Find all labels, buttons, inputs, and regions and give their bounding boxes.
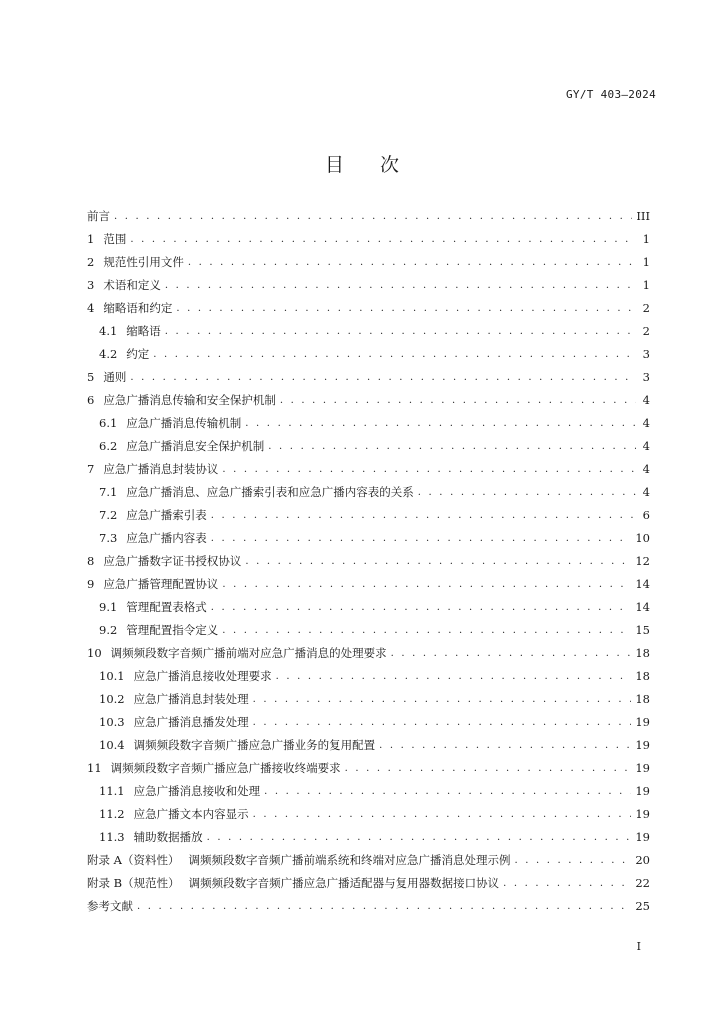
toc-entry-title-group (87, 254, 184, 270)
toc-entry-title: 缩略语和约定 (103, 301, 173, 315)
toc-entry-title: 应急广播数字证书授权协议 (103, 554, 242, 568)
toc-entry-number: 1 (87, 232, 95, 246)
toc-entry-title-group (87, 852, 510, 868)
toc-entry-page: 19 (635, 738, 650, 752)
toc-entry-page: 18 (635, 692, 650, 706)
toc-entry[interactable] (87, 458, 650, 480)
toc-entry-title: 调频频段数字音频广播应急广播业务的复用配置 (133, 738, 376, 752)
toc-entry-page: III (636, 209, 650, 223)
toc-entry-title: 应急广播消息、应急广播索引表和应急广播内容表的关系 (126, 485, 414, 499)
toc-entry-number: 10.3 (99, 715, 125, 729)
toc-entry-title: 参考文献 (87, 899, 133, 913)
toc-entry[interactable] (87, 619, 650, 641)
toc-entry-page: 12 (635, 554, 650, 568)
page-number: I (636, 940, 641, 953)
toc-entry-title-group (99, 484, 414, 500)
toc-entry[interactable] (87, 550, 650, 572)
toc-entry-title-group (99, 691, 249, 707)
toc-entry-title: 通则 (103, 370, 127, 384)
toc-entry[interactable] (87, 895, 650, 917)
dot-leader (176, 303, 636, 314)
toc-entry-page: 2 (642, 301, 650, 315)
toc-entry-number: 9.2 (99, 623, 118, 637)
toc-entry-page: 1 (642, 232, 650, 246)
toc-entry-page: 2 (642, 324, 650, 338)
dot-leader (222, 625, 631, 636)
toc-entry-title: 范围 (103, 232, 127, 246)
toc-entry-title: 应急广播消息接收和处理 (133, 784, 261, 798)
toc-entry-number: 7 (87, 462, 95, 476)
toc-entry-number: 附录 A（资料性） (87, 853, 180, 867)
toc-entry[interactable] (87, 872, 650, 894)
toc-entry[interactable] (87, 757, 650, 779)
toc-entry-title: 应急广播索引表 (126, 508, 207, 522)
toc-entry-title: 应急广播消息传输和安全保护机制 (103, 393, 276, 407)
toc-entry-title: 调频频段数字音频广播应急广播接收终端要求 (110, 761, 341, 775)
toc-entry[interactable] (87, 642, 650, 664)
toc-entry-page: 20 (635, 853, 650, 867)
toc-entry-title: 应急广播管理配置协议 (103, 577, 219, 591)
toc-entry-page: 19 (635, 830, 650, 844)
toc-entry[interactable] (87, 435, 650, 457)
toc-entry-page: 10 (635, 531, 650, 545)
toc-entry-title: 应急广播消息播发处理 (133, 715, 249, 729)
toc-entry-title-group (87, 760, 341, 776)
toc-entry-page: 1 (642, 255, 650, 269)
toc-entry[interactable] (87, 734, 650, 756)
toc-entry-title: 规范性引用文件 (103, 255, 184, 269)
toc-entry-title: 调频频段数字音频广播前端系统和终端对应急广播消息处理示例 (188, 853, 511, 867)
toc-entry[interactable] (87, 389, 650, 411)
toc-entry-title: 辅助数据播放 (133, 830, 203, 844)
toc-entry-title-group (99, 714, 249, 730)
toc-entry-title-group (99, 346, 149, 362)
toc-entry-title-group (99, 783, 260, 799)
toc-entry-title-group (99, 668, 272, 684)
toc-entry[interactable] (87, 849, 650, 871)
toc-entry-number: 4.2 (99, 347, 118, 361)
toc-entry-title-group (99, 507, 207, 523)
toc-entry-page: 18 (635, 646, 650, 660)
page-title: 目次 (324, 154, 435, 176)
toc-entry-title-group (99, 622, 218, 638)
toc-entry-page: 19 (635, 761, 650, 775)
toc-entry-page: 18 (635, 669, 650, 683)
dot-leader (503, 878, 631, 889)
dot-leader (379, 740, 631, 751)
toc-entry-number: 8 (87, 554, 95, 568)
toc-entry[interactable] (87, 274, 650, 296)
toc-entry-page: 4 (642, 485, 650, 499)
toc-entry-title-group (87, 576, 218, 592)
toc-entry[interactable] (87, 780, 650, 802)
toc-entry[interactable] (87, 803, 650, 825)
toc-entry-page: 14 (635, 600, 650, 614)
dot-leader (391, 648, 632, 659)
toc-entry-title-group (87, 875, 499, 891)
toc-entry-page: 22 (635, 876, 650, 890)
toc-entry-page: 19 (635, 715, 650, 729)
toc-entry[interactable] (87, 596, 650, 618)
toc-entry-title-group (99, 415, 241, 431)
toc-entry-number: 11 (87, 761, 102, 775)
toc-entry-number: 11.3 (99, 830, 125, 844)
toc-entry[interactable] (87, 527, 650, 549)
dot-leader (137, 901, 631, 912)
toc-entry-title: 应急广播消息接收处理要求 (133, 669, 272, 683)
dot-leader (130, 234, 636, 245)
toc-entry-page: 15 (635, 623, 650, 637)
toc-entry-title: 前言 (87, 209, 110, 223)
dot-leader (253, 717, 632, 728)
toc-entry-page: 1 (642, 278, 650, 292)
toc-entry-title-group (99, 737, 375, 753)
toc-entry-number: 4.1 (99, 324, 118, 338)
toc-entry-number: 11.2 (99, 807, 125, 821)
toc-entry-title-group (87, 645, 387, 661)
dot-leader (207, 832, 632, 843)
dot-leader (165, 280, 636, 291)
toc-entry-title-group (99, 599, 207, 615)
toc-entry-title: 约定 (126, 347, 150, 361)
dot-leader (211, 533, 632, 544)
toc-entry-number: 10 (87, 646, 102, 660)
toc-entry-page: 6 (642, 508, 650, 522)
toc-entry-title-group (99, 530, 207, 546)
toc-entry-title: 调频频段数字音频广播应急广播适配器与复用器数据接口协议 (188, 876, 500, 890)
toc-entry[interactable] (87, 711, 650, 733)
toc-entry-number: 9 (87, 577, 95, 591)
toc-entry[interactable] (87, 297, 650, 319)
dot-leader (211, 602, 632, 613)
toc-entry[interactable] (87, 412, 650, 434)
toc-entry-title: 调频频段数字音频广播前端对应急广播消息的处理要求 (110, 646, 387, 660)
toc-entry-page: 14 (635, 577, 650, 591)
dot-leader (253, 694, 632, 705)
toc-entry-page: 4 (642, 462, 650, 476)
toc-entry-title: 术语和定义 (103, 278, 161, 292)
toc-entry-page: 25 (635, 899, 650, 913)
toc-entry-number: 6 (87, 393, 95, 407)
toc-entry[interactable] (87, 228, 650, 250)
toc-entry-number: 2 (87, 255, 95, 269)
dot-leader (188, 257, 636, 268)
toc-entry-title: 管理配置指令定义 (126, 623, 219, 637)
toc-entry-title-group (99, 829, 203, 845)
dot-leader (253, 809, 632, 820)
toc-entry[interactable] (87, 343, 650, 365)
toc-entry-title-group (87, 277, 161, 293)
toc-entry-page: 4 (642, 393, 650, 407)
toc-entry[interactable] (87, 366, 650, 388)
toc-entry[interactable] (87, 573, 650, 595)
dot-leader (211, 510, 636, 521)
toc-entry-title-group (87, 231, 126, 247)
toc-entry-title: 应急广播消息封装处理 (133, 692, 249, 706)
toc-entry-number: 9.1 (99, 600, 118, 614)
toc-entry-number: 4 (87, 301, 95, 315)
toc-entry-page: 19 (635, 784, 650, 798)
toc-entry-title-group (99, 806, 249, 822)
toc-entry-title-group (87, 208, 110, 224)
toc-entry[interactable] (87, 251, 650, 273)
toc-entry-title-group (99, 323, 161, 339)
toc-entry-number: 11.1 (99, 784, 125, 798)
toc-entry-title: 管理配置表格式 (126, 600, 207, 614)
toc-entry-title: 应急广播内容表 (126, 531, 207, 545)
toc-entry[interactable] (87, 205, 650, 227)
toc-entry-number: 7.3 (99, 531, 118, 545)
toc-entry-number: 3 (87, 278, 95, 292)
toc-entry-number: 10.4 (99, 738, 125, 752)
toc-entry-number: 7.2 (99, 508, 118, 522)
toc-entry-number: 附录 B（规范性） (87, 876, 180, 890)
toc-entry[interactable] (87, 688, 650, 710)
toc-entry-number: 10.2 (99, 692, 125, 706)
dot-leader (264, 786, 631, 797)
toc-entry[interactable] (87, 481, 650, 503)
dot-leader (130, 372, 636, 383)
toc-entry-number: 6.2 (99, 439, 118, 453)
toc-entry-title-group (99, 438, 264, 454)
toc-entry-number: 5 (87, 370, 95, 384)
toc-entry-title-group (87, 369, 126, 385)
dot-leader (245, 418, 636, 429)
dot-leader (514, 855, 631, 866)
toc-entry-number: 10.1 (99, 669, 125, 683)
dot-leader (280, 395, 636, 406)
toc-entry-title: 应急广播消息安全保护机制 (126, 439, 265, 453)
dot-leader (222, 579, 631, 590)
toc-entry-number: 7.1 (99, 485, 118, 499)
toc-entry-page: 19 (635, 807, 650, 821)
toc-entry[interactable] (87, 504, 650, 526)
dot-leader (114, 211, 632, 222)
toc-entry-page: 3 (642, 370, 650, 384)
dot-leader (165, 326, 636, 337)
toc-entry[interactable] (87, 665, 650, 687)
standard-code: GY/T 403—2024 (566, 88, 656, 101)
dot-leader (418, 487, 636, 498)
dot-leader (268, 441, 636, 452)
toc-entry-title-group (87, 553, 241, 569)
toc-entry-number: 6.1 (99, 416, 118, 430)
toc-entry-title-group (87, 392, 276, 408)
toc-entry-page: 3 (642, 347, 650, 361)
toc-entry-page: 4 (642, 439, 650, 453)
toc-entry-title: 应急广播消息传输机制 (126, 416, 242, 430)
dot-leader (276, 671, 632, 682)
dot-leader (153, 349, 636, 360)
toc-entry-title-group (87, 461, 218, 477)
dot-leader (222, 464, 636, 475)
toc-entry[interactable] (87, 320, 650, 342)
toc-entry-title: 缩略语 (126, 324, 161, 338)
toc-entry[interactable] (87, 826, 650, 848)
toc-entry-title: 应急广播文本内容显示 (133, 807, 249, 821)
toc-entry-title-group (87, 300, 172, 316)
toc-entry-title: 应急广播消息封装协议 (103, 462, 219, 476)
toc-entry-page: 4 (642, 416, 650, 430)
dot-leader (245, 556, 631, 567)
toc-entry-title-group (87, 898, 133, 914)
dot-leader (345, 763, 632, 774)
